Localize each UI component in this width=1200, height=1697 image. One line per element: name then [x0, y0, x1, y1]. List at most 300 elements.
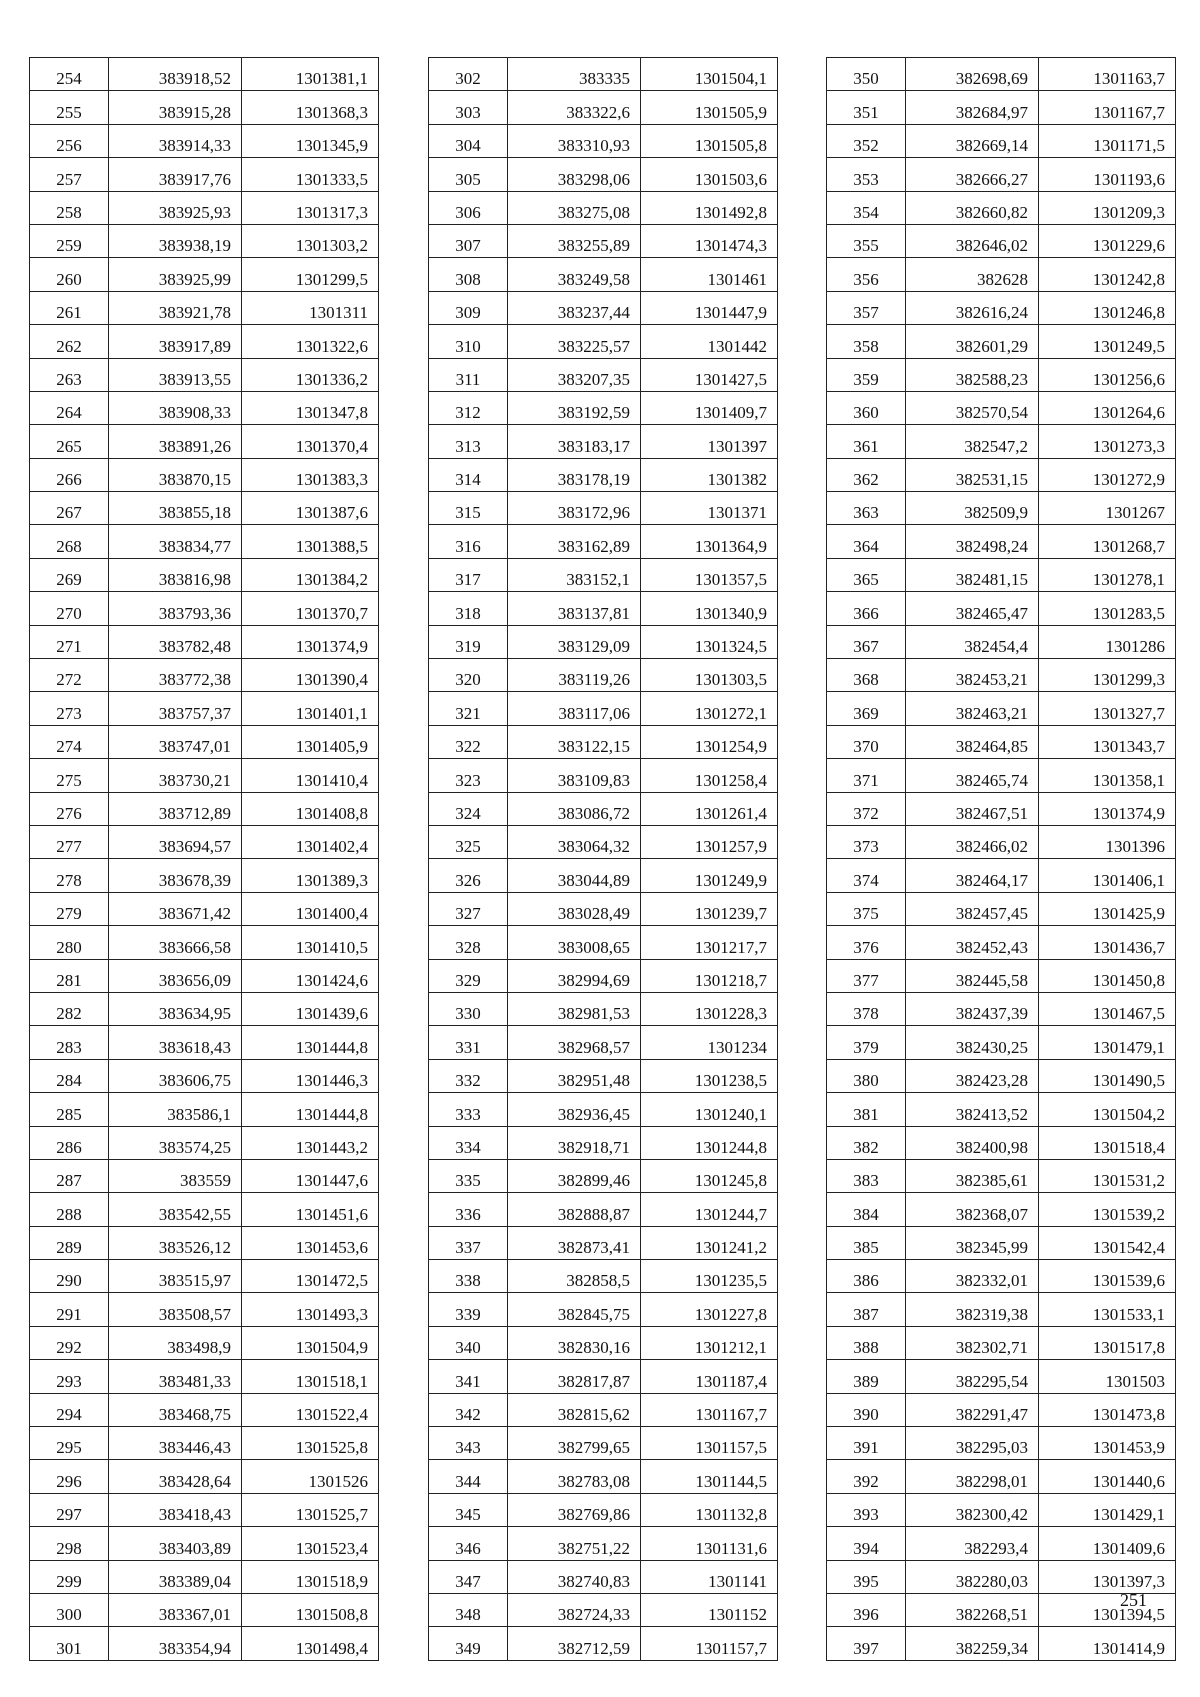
point-number-cell: 255 [30, 91, 109, 124]
x-coordinate-cell: 382799,65 [508, 1427, 641, 1460]
point-number-cell: 348 [429, 1593, 508, 1626]
y-coordinate-cell: 1301410,4 [242, 759, 379, 792]
table-row [429, 325, 778, 358]
table-row [30, 625, 379, 658]
y-coordinate-cell: 1301450,8 [1039, 959, 1176, 992]
y-coordinate-cell: 1301364,9 [641, 525, 778, 558]
table-row [827, 659, 1176, 692]
table-row [429, 1059, 778, 1092]
y-coordinate-cell: 1301444,8 [242, 1026, 379, 1059]
table-row [429, 759, 778, 792]
y-coordinate-cell: 1301409,7 [641, 391, 778, 424]
table-row [30, 358, 379, 391]
table-row [30, 1193, 379, 1226]
point-number-cell: 257 [30, 158, 109, 191]
point-number-cell: 306 [429, 191, 508, 224]
table-row [30, 1393, 379, 1426]
y-coordinate-cell: 1301272,9 [1039, 458, 1176, 491]
y-coordinate-cell: 1301461 [641, 258, 778, 291]
table-row [30, 1627, 379, 1660]
point-number-cell: 339 [429, 1293, 508, 1326]
point-number-cell: 344 [429, 1460, 508, 1493]
x-coordinate-cell: 383574,25 [109, 1126, 242, 1159]
y-coordinate-cell: 1301212,1 [641, 1326, 778, 1359]
table-row [827, 1360, 1176, 1393]
point-number-cell: 276 [30, 792, 109, 825]
y-coordinate-cell: 1301531,2 [1039, 1159, 1176, 1192]
x-coordinate-cell: 383917,89 [109, 325, 242, 358]
table-row [827, 892, 1176, 925]
y-coordinate-cell: 1301402,4 [242, 825, 379, 858]
x-coordinate-cell: 382899,46 [508, 1159, 641, 1192]
y-coordinate-cell: 1301249,9 [641, 859, 778, 892]
y-coordinate-cell: 1301539,2 [1039, 1193, 1176, 1226]
y-coordinate-cell: 1301425,9 [1039, 892, 1176, 925]
point-number-cell: 331 [429, 1026, 508, 1059]
y-coordinate-cell: 1301273,3 [1039, 425, 1176, 458]
x-coordinate-cell: 383172,96 [508, 492, 641, 525]
table-row [827, 91, 1176, 124]
x-coordinate-cell: 382430,25 [906, 1026, 1039, 1059]
point-number-cell: 296 [30, 1460, 109, 1493]
x-coordinate-cell: 383772,38 [109, 659, 242, 692]
table-row [429, 1393, 778, 1426]
y-coordinate-cell: 1301345,9 [242, 124, 379, 157]
y-coordinate-cell: 1301522,4 [242, 1393, 379, 1426]
x-coordinate-cell: 383225,57 [508, 325, 641, 358]
point-number-cell: 288 [30, 1193, 109, 1226]
y-coordinate-cell: 1301406,1 [1039, 859, 1176, 892]
y-coordinate-cell: 1301132,8 [641, 1493, 778, 1526]
table-row [827, 926, 1176, 959]
point-number-cell: 278 [30, 859, 109, 892]
table-row [30, 1126, 379, 1159]
y-coordinate-cell: 1301371 [641, 492, 778, 525]
y-coordinate-cell: 1301303,2 [242, 224, 379, 257]
point-number-cell: 394 [827, 1527, 906, 1560]
point-number-cell: 267 [30, 492, 109, 525]
table-row [429, 191, 778, 224]
point-number-cell: 356 [827, 258, 906, 291]
point-number-cell: 300 [30, 1593, 109, 1626]
table-row [827, 558, 1176, 591]
x-coordinate-cell: 382465,74 [906, 759, 1039, 792]
point-number-cell: 355 [827, 224, 906, 257]
x-coordinate-cell: 383028,49 [508, 892, 641, 925]
x-coordinate-cell: 383586,1 [109, 1093, 242, 1126]
y-coordinate-cell: 1301504,2 [1039, 1093, 1176, 1126]
table-row [429, 1460, 778, 1493]
coordinate-table-3 [826, 57, 1176, 1661]
x-coordinate-cell: 382684,97 [906, 91, 1039, 124]
point-number-cell: 376 [827, 926, 906, 959]
x-coordinate-cell: 382509,9 [906, 492, 1039, 525]
table-row [827, 425, 1176, 458]
x-coordinate-cell: 383249,58 [508, 258, 641, 291]
y-coordinate-cell: 1301384,2 [242, 558, 379, 591]
table-row [827, 725, 1176, 758]
y-coordinate-cell: 1301333,5 [242, 158, 379, 191]
y-coordinate-cell: 1301383,3 [242, 458, 379, 491]
coordinate-table-body [827, 58, 1176, 1661]
point-number-cell: 360 [827, 391, 906, 424]
point-number-cell: 359 [827, 358, 906, 391]
point-number-cell: 397 [827, 1627, 906, 1660]
x-coordinate-cell: 383446,43 [109, 1427, 242, 1460]
table-row [429, 1193, 778, 1226]
point-number-cell: 303 [429, 91, 508, 124]
table-row [429, 1226, 778, 1259]
table-row [429, 1126, 778, 1159]
table-row [30, 1059, 379, 1092]
table-row [30, 1560, 379, 1593]
x-coordinate-cell: 382400,98 [906, 1126, 1039, 1159]
x-coordinate-cell: 382888,87 [508, 1193, 641, 1226]
table-row [827, 592, 1176, 625]
x-coordinate-cell: 383656,09 [109, 959, 242, 992]
table-row [429, 91, 778, 124]
y-coordinate-cell: 1301492,8 [641, 191, 778, 224]
table-row [429, 358, 778, 391]
x-coordinate-cell: 383542,55 [109, 1193, 242, 1226]
point-number-cell: 265 [30, 425, 109, 458]
y-coordinate-cell: 1301374,9 [242, 625, 379, 658]
x-coordinate-cell: 383918,52 [109, 58, 242, 91]
table-row [827, 1260, 1176, 1293]
coordinate-table-body [429, 58, 778, 1661]
x-coordinate-cell: 383559 [109, 1159, 242, 1192]
table-row [827, 325, 1176, 358]
y-coordinate-cell: 1301187,4 [641, 1360, 778, 1393]
y-coordinate-cell: 1301447,9 [641, 291, 778, 324]
table-row [827, 1427, 1176, 1460]
y-coordinate-cell: 1301370,4 [242, 425, 379, 458]
y-coordinate-cell: 1301239,7 [641, 892, 778, 925]
y-coordinate-cell: 1301526 [242, 1460, 379, 1493]
point-number-cell: 284 [30, 1059, 109, 1092]
table-row [827, 859, 1176, 892]
table-row [827, 1460, 1176, 1493]
x-coordinate-cell: 382457,45 [906, 892, 1039, 925]
x-coordinate-cell: 383915,28 [109, 91, 242, 124]
y-coordinate-cell: 1301209,3 [1039, 191, 1176, 224]
x-coordinate-cell: 382712,59 [508, 1627, 641, 1660]
y-coordinate-cell: 1301490,5 [1039, 1059, 1176, 1092]
x-coordinate-cell: 383908,33 [109, 391, 242, 424]
y-coordinate-cell: 1301533,1 [1039, 1293, 1176, 1326]
table-row [429, 425, 778, 458]
x-coordinate-cell: 383712,89 [109, 792, 242, 825]
y-coordinate-cell: 1301241,2 [641, 1226, 778, 1259]
table-row [827, 992, 1176, 1025]
x-coordinate-cell: 382751,22 [508, 1527, 641, 1560]
table-row [827, 391, 1176, 424]
point-number-cell: 277 [30, 825, 109, 858]
y-coordinate-cell: 1301256,6 [1039, 358, 1176, 391]
table-row [30, 725, 379, 758]
y-coordinate-cell: 1301157,7 [641, 1627, 778, 1660]
y-coordinate-cell: 1301436,7 [1039, 926, 1176, 959]
y-coordinate-cell: 1301245,8 [641, 1159, 778, 1192]
point-number-cell: 345 [429, 1493, 508, 1526]
table-row [827, 1026, 1176, 1059]
x-coordinate-cell: 382666,27 [906, 158, 1039, 191]
y-coordinate-cell: 1301504,1 [641, 58, 778, 91]
point-number-cell: 382 [827, 1126, 906, 1159]
y-coordinate-cell: 1301542,4 [1039, 1226, 1176, 1259]
point-number-cell: 297 [30, 1493, 109, 1526]
point-number-cell: 395 [827, 1560, 906, 1593]
point-number-cell: 309 [429, 291, 508, 324]
table-row [30, 825, 379, 858]
table-row [30, 224, 379, 257]
y-coordinate-cell: 1301388,5 [242, 525, 379, 558]
table-row [827, 158, 1176, 191]
x-coordinate-cell: 383354,94 [109, 1627, 242, 1660]
x-coordinate-cell: 382601,29 [906, 325, 1039, 358]
point-number-cell: 294 [30, 1393, 109, 1426]
point-number-cell: 361 [827, 425, 906, 458]
table-row [429, 1293, 778, 1326]
y-coordinate-cell: 1301525,7 [242, 1493, 379, 1526]
table-row [827, 692, 1176, 725]
x-coordinate-cell: 383925,99 [109, 258, 242, 291]
point-number-cell: 373 [827, 825, 906, 858]
point-number-cell: 289 [30, 1226, 109, 1259]
y-coordinate-cell: 1301440,6 [1039, 1460, 1176, 1493]
x-coordinate-cell: 382858,5 [508, 1260, 641, 1293]
y-coordinate-cell: 1301246,8 [1039, 291, 1176, 324]
x-coordinate-cell: 383793,36 [109, 592, 242, 625]
x-coordinate-cell: 382918,71 [508, 1126, 641, 1159]
table-row [429, 625, 778, 658]
point-number-cell: 379 [827, 1026, 906, 1059]
y-coordinate-cell: 1301340,9 [641, 592, 778, 625]
table-row [827, 358, 1176, 391]
x-coordinate-cell: 383403,89 [109, 1527, 242, 1560]
point-number-cell: 333 [429, 1093, 508, 1126]
x-coordinate-cell: 382268,51 [906, 1593, 1039, 1626]
point-number-cell: 377 [827, 959, 906, 992]
y-coordinate-cell: 1301144,5 [641, 1460, 778, 1493]
x-coordinate-cell: 383834,77 [109, 525, 242, 558]
point-number-cell: 320 [429, 659, 508, 692]
table-row [30, 1427, 379, 1460]
table-row [30, 926, 379, 959]
point-number-cell: 272 [30, 659, 109, 692]
table-row [30, 1226, 379, 1259]
x-coordinate-cell: 383816,98 [109, 558, 242, 591]
table-row [429, 158, 778, 191]
x-coordinate-cell: 383870,15 [109, 458, 242, 491]
point-number-cell: 363 [827, 492, 906, 525]
point-number-cell: 311 [429, 358, 508, 391]
point-number-cell: 293 [30, 1360, 109, 1393]
y-coordinate-cell: 1301443,2 [242, 1126, 379, 1159]
x-coordinate-cell: 382951,48 [508, 1059, 641, 1092]
table-row [429, 391, 778, 424]
x-coordinate-cell: 382445,58 [906, 959, 1039, 992]
y-coordinate-cell: 1301157,5 [641, 1427, 778, 1460]
x-coordinate-cell: 382660,82 [906, 191, 1039, 224]
y-coordinate-cell: 1301193,6 [1039, 158, 1176, 191]
point-number-cell: 369 [827, 692, 906, 725]
y-coordinate-cell: 1301508,8 [242, 1593, 379, 1626]
table-row [429, 124, 778, 157]
table-row [429, 58, 778, 91]
table-row [30, 191, 379, 224]
table-row [429, 1360, 778, 1393]
x-coordinate-cell: 382280,03 [906, 1560, 1039, 1593]
point-number-cell: 340 [429, 1326, 508, 1359]
x-coordinate-cell: 382994,69 [508, 959, 641, 992]
y-coordinate-cell: 1301254,9 [641, 725, 778, 758]
y-coordinate-cell: 1301235,5 [641, 1260, 778, 1293]
table-row [30, 992, 379, 1025]
table-row [429, 825, 778, 858]
y-coordinate-cell: 1301327,7 [1039, 692, 1176, 725]
y-coordinate-cell: 1301336,2 [242, 358, 379, 391]
point-number-cell: 258 [30, 191, 109, 224]
x-coordinate-cell: 383298,06 [508, 158, 641, 191]
x-coordinate-cell: 383526,12 [109, 1226, 242, 1259]
y-coordinate-cell: 1301444,8 [242, 1093, 379, 1126]
x-coordinate-cell: 383855,18 [109, 492, 242, 525]
y-coordinate-cell: 1301283,5 [1039, 592, 1176, 625]
table-row [30, 1493, 379, 1526]
point-number-cell: 390 [827, 1393, 906, 1426]
point-number-cell: 389 [827, 1360, 906, 1393]
table-row [827, 825, 1176, 858]
x-coordinate-cell: 383237,44 [508, 291, 641, 324]
point-number-cell: 268 [30, 525, 109, 558]
x-coordinate-cell: 382498,24 [906, 525, 1039, 558]
y-coordinate-cell: 1301387,6 [242, 492, 379, 525]
table-row [827, 1059, 1176, 1092]
x-coordinate-cell: 382724,33 [508, 1593, 641, 1626]
table-row [30, 1326, 379, 1359]
table-row [30, 1093, 379, 1126]
point-number-cell: 343 [429, 1427, 508, 1460]
x-coordinate-cell: 382295,03 [906, 1427, 1039, 1460]
x-coordinate-cell: 383428,64 [109, 1460, 242, 1493]
table-row [30, 1360, 379, 1393]
table-row [429, 659, 778, 692]
x-coordinate-cell: 383757,37 [109, 692, 242, 725]
x-coordinate-cell: 383152,1 [508, 558, 641, 591]
x-coordinate-cell: 382300,42 [906, 1493, 1039, 1526]
x-coordinate-cell: 382332,01 [906, 1260, 1039, 1293]
table-row [30, 492, 379, 525]
point-number-cell: 290 [30, 1260, 109, 1293]
table-row [827, 224, 1176, 257]
table-row [30, 291, 379, 324]
y-coordinate-cell: 1301473,8 [1039, 1393, 1176, 1426]
table-row [827, 1159, 1176, 1192]
y-coordinate-cell: 1301324,5 [641, 625, 778, 658]
y-coordinate-cell: 1301518,9 [242, 1560, 379, 1593]
y-coordinate-cell: 1301229,6 [1039, 224, 1176, 257]
x-coordinate-cell: 383618,43 [109, 1026, 242, 1059]
x-coordinate-cell: 383921,78 [109, 291, 242, 324]
x-coordinate-cell: 383418,43 [109, 1493, 242, 1526]
point-number-cell: 350 [827, 58, 906, 91]
x-coordinate-cell: 382936,45 [508, 1093, 641, 1126]
table-row [429, 1560, 778, 1593]
x-coordinate-cell: 383925,93 [109, 191, 242, 224]
y-coordinate-cell: 1301286 [1039, 625, 1176, 658]
y-coordinate-cell: 1301257,9 [641, 825, 778, 858]
x-coordinate-cell: 383508,57 [109, 1293, 242, 1326]
y-coordinate-cell: 1301152 [641, 1593, 778, 1626]
point-number-cell: 335 [429, 1159, 508, 1192]
point-number-cell: 372 [827, 792, 906, 825]
y-coordinate-cell: 1301242,8 [1039, 258, 1176, 291]
y-coordinate-cell: 1301525,8 [242, 1427, 379, 1460]
table-row [30, 458, 379, 491]
point-number-cell: 270 [30, 592, 109, 625]
x-coordinate-cell: 382845,75 [508, 1293, 641, 1326]
y-coordinate-cell: 1301227,8 [641, 1293, 778, 1326]
x-coordinate-cell: 382783,08 [508, 1460, 641, 1493]
x-coordinate-cell: 383914,33 [109, 124, 242, 157]
table-row [429, 892, 778, 925]
table-row [429, 224, 778, 257]
point-number-cell: 371 [827, 759, 906, 792]
y-coordinate-cell: 1301539,6 [1039, 1260, 1176, 1293]
point-number-cell: 367 [827, 625, 906, 658]
y-coordinate-cell: 1301244,8 [641, 1126, 778, 1159]
y-coordinate-cell: 1301244,7 [641, 1193, 778, 1226]
table-row [429, 1326, 778, 1359]
x-coordinate-cell: 382769,86 [508, 1493, 641, 1526]
table-row [827, 759, 1176, 792]
point-number-cell: 269 [30, 558, 109, 591]
table-row [827, 291, 1176, 324]
y-coordinate-cell: 1301267 [1039, 492, 1176, 525]
y-coordinate-cell: 1301442 [641, 325, 778, 358]
point-number-cell: 291 [30, 1293, 109, 1326]
point-number-cell: 313 [429, 425, 508, 458]
point-number-cell: 279 [30, 892, 109, 925]
point-number-cell: 305 [429, 158, 508, 191]
y-coordinate-cell: 1301504,9 [242, 1326, 379, 1359]
point-number-cell: 378 [827, 992, 906, 1025]
coordinate-table-2 [428, 57, 778, 1661]
table-row [827, 1560, 1176, 1593]
point-number-cell: 302 [429, 58, 508, 91]
point-number-cell: 308 [429, 258, 508, 291]
y-coordinate-cell: 1301446,3 [242, 1059, 379, 1092]
point-number-cell: 328 [429, 926, 508, 959]
point-number-cell: 362 [827, 458, 906, 491]
x-coordinate-cell: 383917,76 [109, 158, 242, 191]
y-coordinate-cell: 1301311 [242, 291, 379, 324]
y-coordinate-cell: 1301447,6 [242, 1159, 379, 1192]
y-coordinate-cell: 1301381,1 [242, 58, 379, 91]
x-coordinate-cell: 382319,38 [906, 1293, 1039, 1326]
table-row [30, 258, 379, 291]
x-coordinate-cell: 382616,24 [906, 291, 1039, 324]
x-coordinate-cell: 383086,72 [508, 792, 641, 825]
y-coordinate-cell: 1301472,5 [242, 1260, 379, 1293]
point-number-cell: 366 [827, 592, 906, 625]
point-number-cell: 299 [30, 1560, 109, 1593]
point-number-cell: 334 [429, 1126, 508, 1159]
x-coordinate-cell: 383891,26 [109, 425, 242, 458]
y-coordinate-cell: 1301167,7 [641, 1393, 778, 1426]
point-number-cell: 312 [429, 391, 508, 424]
